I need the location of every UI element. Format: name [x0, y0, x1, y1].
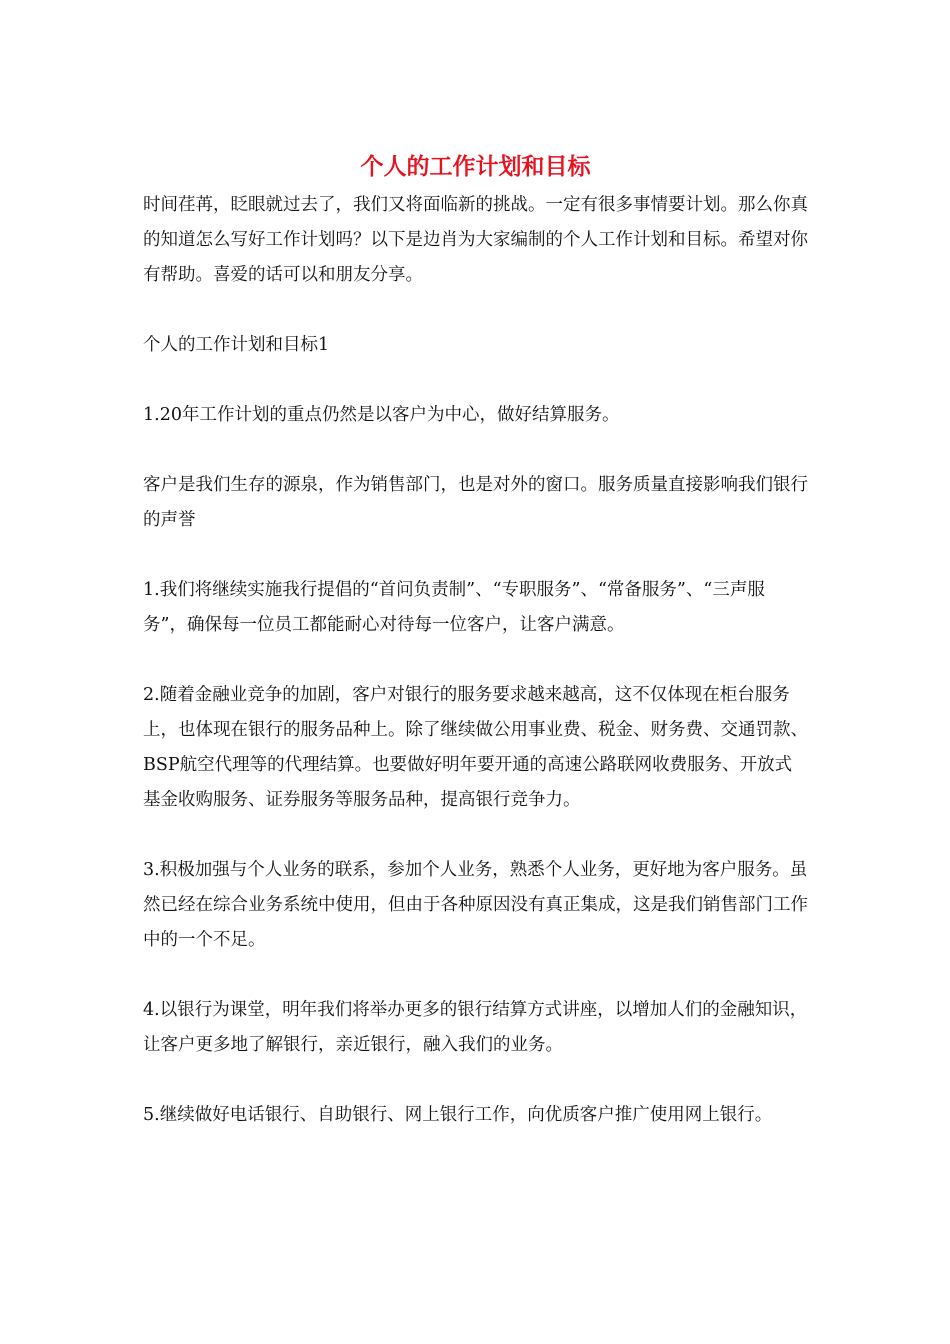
- paragraph-spacer: [143, 363, 808, 398]
- plan-focus-paragraph: 1.20年工作计划的重点仍然是以客户为中心，做好结算服务。: [143, 405, 620, 425]
- paragraph-spacer: [143, 538, 808, 573]
- document-title: 个人的工作计划和目标: [360, 153, 591, 180]
- section-heading: 个人的工作计划和目标1: [143, 335, 330, 355]
- list-item-5: 5.继续做好电话银行、自助银行、网上银行工作，向优质客户推广使用网上银行。: [143, 1105, 773, 1125]
- list-item-4: 4.以银行为课堂，明年我们将举办更多的银行结算方式讲座，以增加人们的金融知识，让客户更多地了解银行，亲近银行，融入我们的业务。: [143, 1000, 808, 1055]
- list-item-2: 2.随着金融业竞争的加剧，客户对银行的服务要求越来越高，这不仅体现在柜台服务上，也体现在银行的服务品种上。除了继续做公用事业费、税金、财务费、交通罚款、BSP航空代理等的代理结算。也要做好明年要开通的高速公路联网收费服务、开放式基金收购服务、证券服务等服务品种，提高银行竞争力。: [143, 685, 808, 810]
- paragraph-spacer: [143, 293, 808, 328]
- paragraph-spacer: [143, 1063, 808, 1098]
- document-body: [143, 150, 808, 1133]
- customer-paragraph: 客户是我们生存的源泉，作为销售部门，也是对外的窗口。服务质量直接影响我们银行的声誉: [143, 475, 808, 530]
- paragraph-spacer: [143, 643, 808, 678]
- paragraph-spacer: [143, 433, 808, 468]
- paragraph-spacer: [143, 958, 808, 993]
- paragraph-spacer: [143, 818, 808, 853]
- intro-paragraph: 时间荏苒，眨眼就过去了，我们又将面临新的挑战。一定有很多事情要计划。那么你真的知道怎么写好工作计划吗？以下是边肖为大家编制的个人工作计划和目标。希望对你有帮助。喜爱的话可以和朋友分享。: [143, 195, 808, 285]
- list-item-3: 3.积极加强与个人业务的联系，参加个人业务，熟悉个人业务，更好地为客户服务。虽然已经在综合业务系统中使用，但由于各种原因没有真正集成，这是我们销售部门工作中的一个不足。: [143, 860, 808, 950]
- list-item-1: 1.我们将继续实施我行提倡的“首问负责制”、“专职服务”、“常备服务”、“三声服务”，确保每一位员工都能耐心对待每一位客户，让客户满意。: [143, 580, 765, 635]
